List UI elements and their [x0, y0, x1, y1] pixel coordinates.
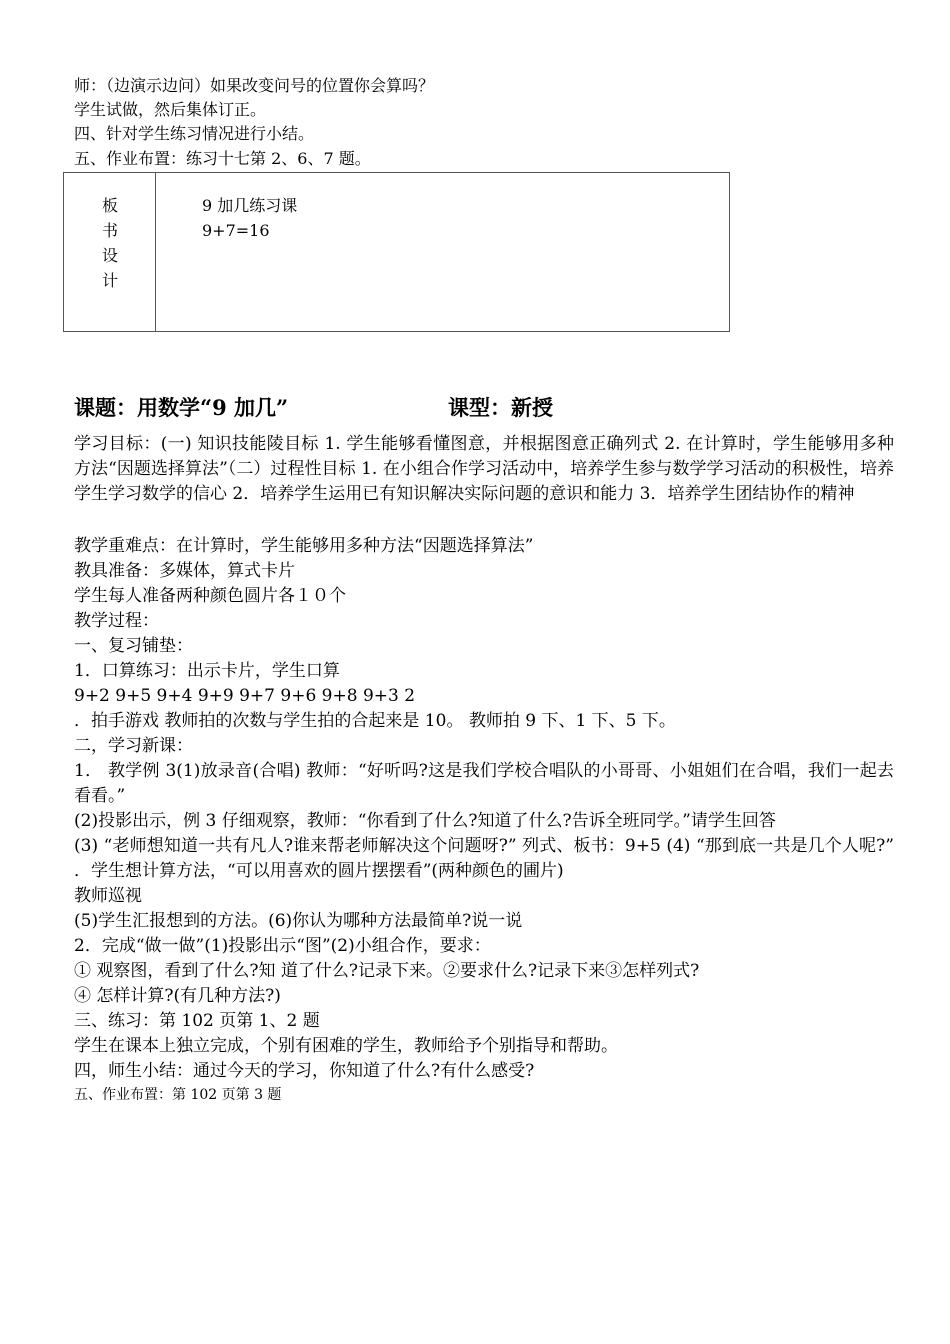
practice-note: 学生在课本上独立完成，个别有困难的学生，教师给予个别指导和帮助。 [74, 1036, 618, 1056]
example-step-1: 1． 教学例 3(1)放录音(合唱) 教师：“好听吗?这是我们学校合唱队的小哥哥、小姐姐们在合唱，我们一起去看看。” [74, 761, 894, 806]
board-label [100, 193, 120, 293]
key-points: 教学重难点：在计算时，学生能够用多种方法“因题选择算法” [74, 536, 534, 556]
board-label-char: 设 [101, 246, 118, 265]
homework: 五、作业布置：第 102 页第 3 题 [74, 1087, 282, 1103]
section-summary: 四，师生小结：通过今天的学习，你知道了什么?有什么感受? [74, 1061, 535, 1081]
section-review: 一、复习铺垫： [74, 636, 193, 656]
student-report: (5)学生汇报想到的方法。(6)你认为哪种方法最简单?说一说 [74, 911, 523, 931]
requirements-1: ① 观察图，看到了什么?知 道了什么?记录下来。②要求什么?记录下来③怎样列式? [74, 961, 700, 981]
student-prep: 学生每人准备两种颜色圆片各１０个 [74, 586, 346, 606]
lesson-type: 课型：新授 [448, 395, 553, 420]
intro-line-4: 五、作业布置：练习十七第 2、6、7 题。 [74, 149, 371, 168]
process-heading: 教学过程： [74, 611, 159, 631]
board-content [202, 193, 297, 243]
section-new-lesson: 二，学习新课： [74, 736, 193, 756]
intro-line-3: 四、针对学生练习情况进行小结。 [74, 124, 315, 143]
board-label-char: 计 [101, 271, 118, 290]
teaching-aids: 教具准备：多媒体，算式卡片 [74, 561, 295, 581]
example-step-3: (3) “老师想知道一共有凡人?谁来帮老师解决这个问题呀?” 列式、板书：9+5 (4) “那到底一共是几个人呢?” ．学生想计算方法，“可以用喜欢的圆片摆摆看”(两种颜色的圃片) [74, 836, 894, 881]
do-it-task: 2．完成“做一做”(1)投影出示“图”(2)小组合作，要求： [74, 936, 491, 956]
oral-practice: 1．口算练习：出示卡片，学生口算 [74, 661, 340, 681]
board-divider [155, 173, 156, 331]
board-design-table [63, 172, 730, 332]
intro-line-1: 师：（边演示边问）如果改变问号的位置你会算吗？ [74, 76, 435, 95]
section-practice: 三、练习：第 102 页第 1、2 题 [74, 1011, 320, 1031]
oral-equations: 9+2 9+5 9+4 9+9 9+7 9+6 9+8 9+3 2 [74, 686, 416, 706]
clapping-game: ．拍手游戏 教师拍的次数与学生拍的合起来是 10。 教师拍 9 下、1 下、5 下。 [74, 711, 676, 731]
board-label-char: 书 [101, 221, 118, 240]
lesson-title: 课题：用数学“9 加几” [74, 395, 289, 420]
learning-objectives: 学习目标：(一) 知识技能陵目标 1. 学生能够看懂图意，并根据图意正确列式 2. 在计算时，学生能够用多种方法“因题选择算法”（二）过程性目标 1. 在小组合作学习活动中，培养学生参与数学学习活动的积极性，培养学生学习数学的信心 2．培养学生运用已有知识解决实际问题的意识和能力 3．培养学生团结协作的精神 [74, 434, 894, 504]
example-step-2: (2)投影出示，例 3 仔细观察，教师：“你看到了什么?知道了什么?告诉全班同学。”请学生回答 [74, 811, 776, 831]
intro-line-2: 学生试做，然后集体订正。 [74, 100, 267, 119]
board-line-title: 9 加几练习课 [202, 196, 298, 215]
teacher-patrol: 教师巡视 [74, 886, 142, 906]
board-label-char: 板 [101, 196, 118, 215]
board-line-equation: 9+7=16 [202, 221, 270, 240]
requirements-2: ④ 怎样计算?(有几种方法?) [74, 986, 281, 1006]
